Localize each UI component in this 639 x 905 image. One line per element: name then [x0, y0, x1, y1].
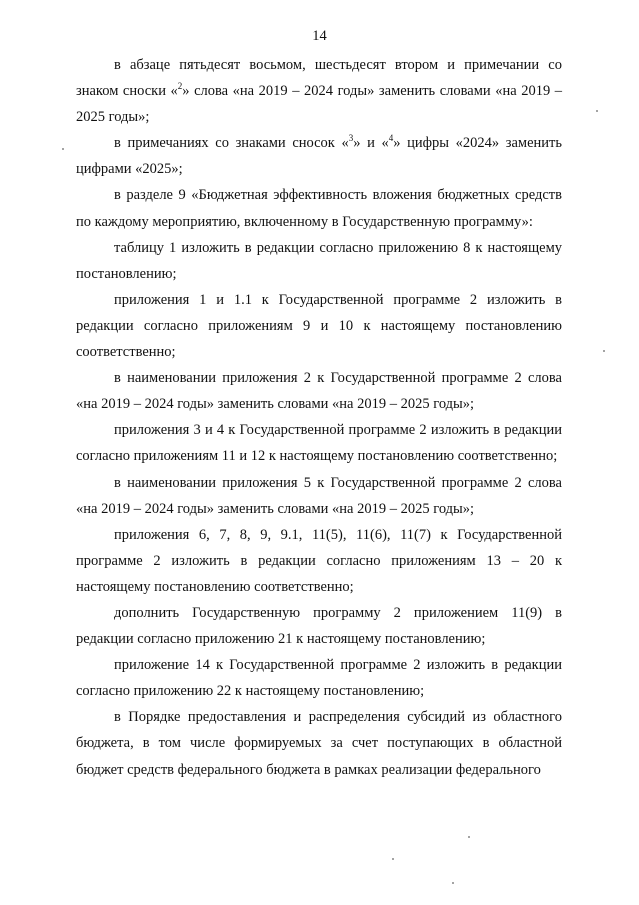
paragraph	[76, 417, 562, 469]
scan-speck	[452, 882, 454, 884]
paragraph	[76, 704, 562, 782]
footnote-mark: 3	[348, 133, 354, 144]
scan-speck	[62, 148, 64, 150]
paragraph	[76, 287, 562, 365]
paragraph	[76, 652, 562, 704]
paragraph	[76, 52, 562, 130]
paragraph-text: в разделе 9 «Бюджетная эффективность вложения бюджетных средств по каждому мероприятию, включенному в Государственную программу»:	[76, 187, 562, 230]
document-body	[76, 52, 562, 783]
paragraph-text: приложения 1 и 1.1 к Государственной программе 2 изложить в редакции согласно приложениям 9 и 10 к настоящему постановлению соответственно;	[76, 291, 562, 361]
paragraph-text: » слова «на 2019 – 2024 годы» заменить словами «на 2019 – 2025 годы»;	[76, 83, 562, 126]
paragraph-text: в абзаце пятьдесят восьмом, шестьдесят втором и примечании со знаком сноски «	[76, 57, 562, 100]
footnote-mark: 2	[177, 81, 183, 92]
paragraph	[76, 365, 562, 417]
scan-speck	[468, 836, 470, 838]
scan-speck	[392, 858, 394, 860]
paragraph-text: в примечаниях со знаками сносок «	[114, 135, 349, 152]
paragraph	[76, 600, 562, 652]
paragraph-text: » и «	[353, 135, 389, 152]
paragraph	[76, 182, 562, 234]
paragraph-text: в Порядке предоставления и распределения субсидий из областного бюджета, в том числе формируемых за счет поступающих в областной бюджет средств федерального бюджета в рамках реализации федерального	[76, 709, 562, 778]
paragraph	[76, 470, 562, 522]
paragraph-text: в наименовании приложения 2 к Государственной программе 2 слова «на 2019 – 2024 годы» заменить словами «на 2019 – 2025 годы»;	[76, 370, 562, 413]
paragraph-text: приложения 3 и 4 к Государственной программе 2 изложить в редакции согласно приложениям 11 и 12 к настоящему постановлению соответственно;	[76, 422, 562, 465]
paragraph	[76, 130, 562, 182]
scan-speck	[596, 110, 598, 112]
paragraph-text: в наименовании приложения 5 к Государственной программе 2 слова «на 2019 – 2024 годы» заменить словами «на 2019 – 2025 годы»;	[76, 474, 562, 517]
paragraph-text: таблицу 1 изложить в редакции согласно приложению 8 к настоящему постановлению;	[76, 239, 562, 282]
paragraph	[76, 235, 562, 287]
paragraph-text: » цифры «2024» заменить цифрами «2025»;	[76, 135, 562, 178]
paragraph-text: приложения 6, 7, 8, 9, 9.1, 11(5), 11(6), 11(7) к Государственной программе 2 изложить в редакции согласно приложениям 13 – 20 к настоящему постановлению соответственно;	[76, 526, 562, 595]
page-number: 14	[312, 28, 327, 44]
footnote-mark: 4	[388, 133, 394, 144]
paragraph-text: приложение 14 к Государственной программе 2 изложить в редакции согласно приложению 22 к настоящему постановлению;	[76, 657, 562, 700]
scan-speck	[603, 350, 605, 352]
paragraph	[76, 522, 562, 600]
paragraph-text: дополнить Государственную программу 2 приложением 11(9) в редакции согласно приложению 21 к настоящему постановлению;	[76, 604, 562, 648]
